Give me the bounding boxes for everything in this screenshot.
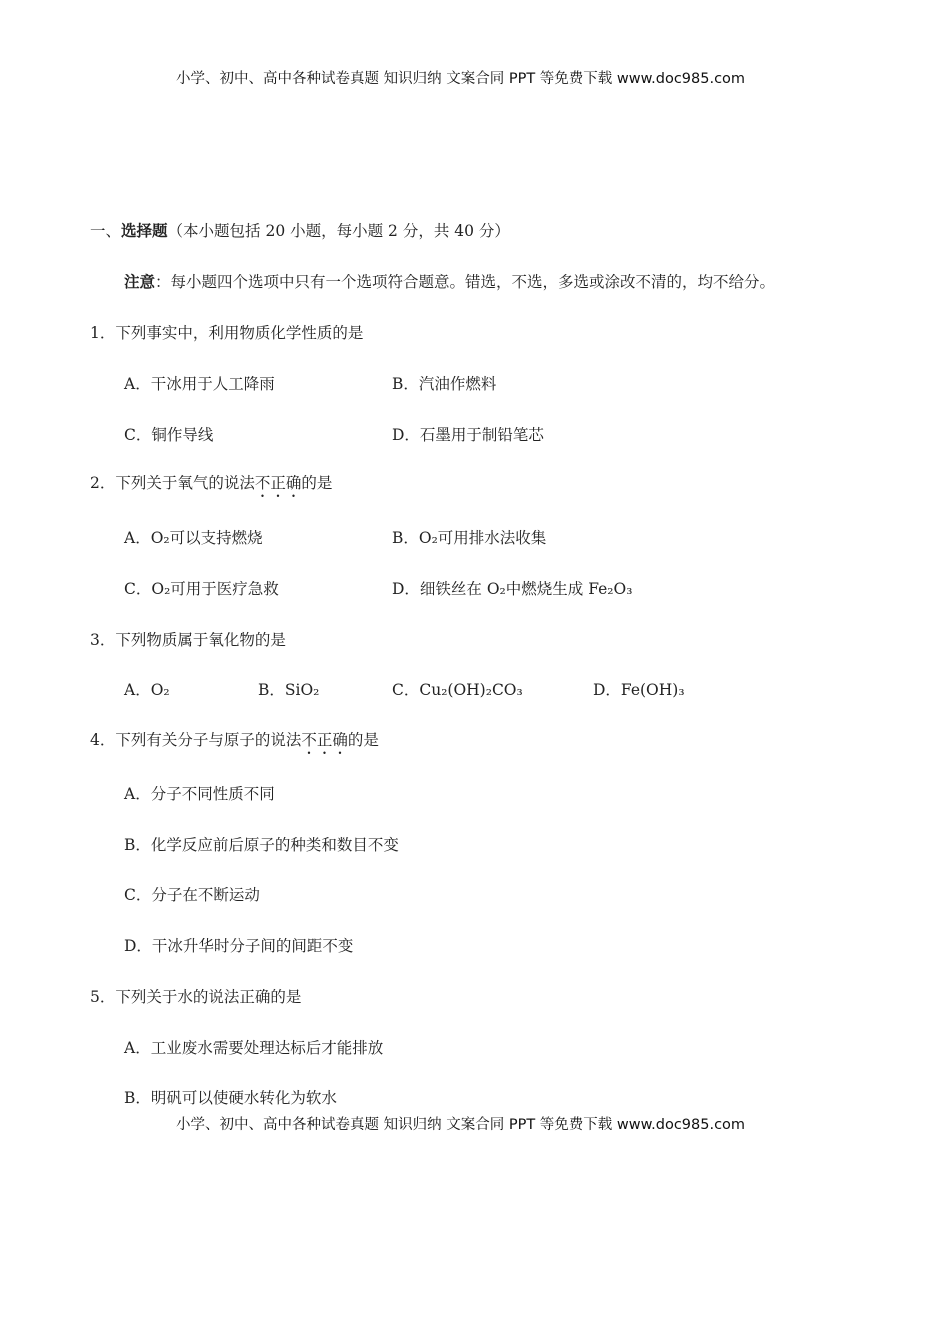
section-info: （本小题包括 20 小题，每小题 2 分，共 40 分）: [167, 222, 510, 240]
option: D．石墨用于制铅笔芯: [392, 426, 544, 444]
option: B．O₂可用排水法收集: [392, 529, 547, 547]
section-prefix: 一、: [90, 222, 122, 240]
option: D．干冰升华时分子间的间距不变: [124, 937, 354, 955]
option: C．铜作导线: [124, 426, 214, 444]
question-stem: [90, 730, 379, 758]
option: B．明矾可以使硬水转化为软水: [124, 1089, 337, 1107]
option: D．细铁丝在 O₂中燃烧生成 Fe₂O₃: [392, 580, 633, 598]
option: A．工业废水需要处理达标后才能排放: [124, 1039, 384, 1057]
section-title: 选择题: [121, 221, 168, 240]
question-stem: 1．下列事实中，利用物质化学性质的是: [90, 324, 364, 342]
option: C．分子在不断运动: [124, 886, 260, 904]
note: [124, 272, 775, 292]
page-header: 小学、初中、高中各种试卷真题 知识归纳 文案合同 PPT 等免费下载 www.doc985.com: [176, 71, 746, 87]
note-text: ：每小题四个选项中只有一个选项符合题意。错选，不选，多选或涂改不清的，均不给分。: [155, 273, 776, 291]
question-stem: 3．下列物质属于氧化物的是: [90, 631, 286, 649]
page-footer: 小学、初中、高中各种试卷真题 知识归纳 文案合同 PPT 等免费下载 www.doc985.com: [176, 1117, 746, 1133]
option: B．SiO₂: [258, 681, 320, 699]
option: C．O₂可用于医疗急救: [124, 580, 279, 598]
stem-emphasis: 不正确: [301, 731, 348, 749]
section-heading: [90, 221, 510, 241]
stem-text: 4．下列有关分子与原子的说法: [90, 731, 302, 749]
note-label: 注意: [124, 272, 156, 291]
option: A．分子不同性质不同: [124, 785, 275, 803]
option: A．O₂: [124, 681, 170, 699]
option: A．干冰用于人工降雨: [124, 375, 275, 393]
stem-text: 2．下列关于氧气的说法: [90, 474, 255, 492]
question-stem: 5．下列关于水的说法正确的是: [90, 988, 302, 1006]
option: A．O₂可以支持燃烧: [124, 529, 263, 547]
option: C．Cu₂(OH)₂CO₃: [392, 681, 523, 699]
stem-text: 的是: [347, 731, 379, 749]
stem-text: 的是: [301, 474, 333, 492]
option: B．化学反应前后原子的种类和数目不变: [124, 836, 399, 854]
option: B．汽油作燃料: [392, 375, 497, 393]
question-stem: [90, 473, 332, 501]
stem-emphasis: 不正确: [254, 474, 302, 492]
option: D．Fe(OH)₃: [593, 681, 685, 699]
